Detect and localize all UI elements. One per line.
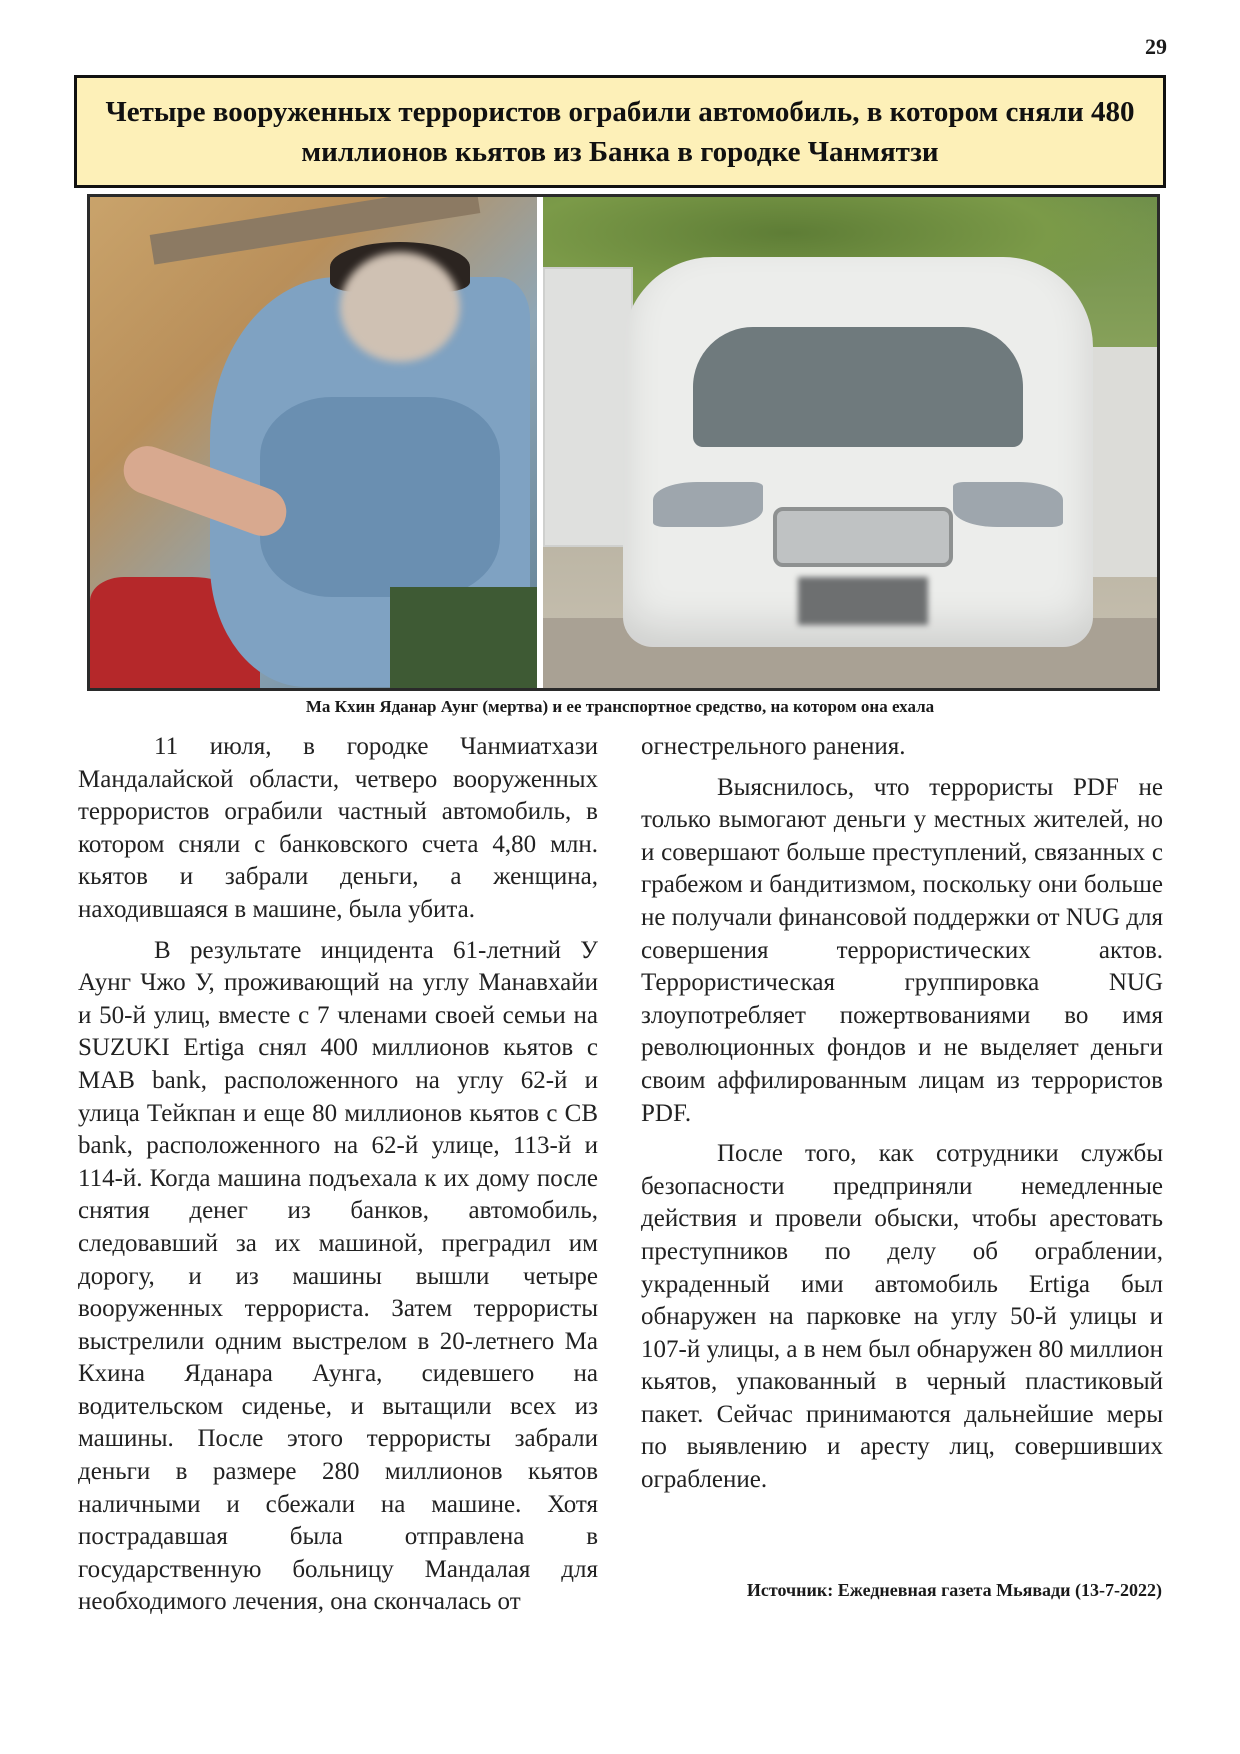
sheet-fold: [260, 397, 500, 597]
open-door-left: [543, 267, 633, 547]
blurred-license-plate: [798, 577, 928, 625]
car-body: [623, 257, 1093, 647]
photo-caption: Ма Кхин Яданар Аунг (мертва) и ее транспортное средство, на котором она ехала: [305, 697, 935, 716]
paragraph: 11 июля, в городке Чанмиатхази Мандалайской области, четверо вооруженных террористов ограбили частный автомобиль, в котором сняли с банковского счета 4,80 млн. кьятов и забрали деньги, а женщина, находившаяся в машине, была убита.: [78, 733, 598, 923]
paragraph: После того, как сотрудники службы безопасности предприняли немедленные действия и провели обыски, чтобы арестовать преступников по делу об ограблении, украденный ими автомобиль Ertiga был обнаружен на парковке на углу 50-й улицы и 107-й улицы, а в нем был обнаружен 80 миллион кьятов, упакованный в черный пластиковый пакет. Сейчас принимаются дальнейшие меры по выявлению и аресту лиц, совершивших ограбление.: [641, 1140, 1163, 1494]
grille: [773, 507, 953, 567]
windshield: [693, 327, 1023, 447]
article-column-right: [641, 731, 1163, 1505]
headline: Четыре вооруженных террористов ограбили автомобиль, в котором сняли 480 миллионов кьятов из Банка в городке Чанмятзи: [105, 95, 1135, 168]
paragraph-continuation: огнестрельного ранения.: [641, 733, 906, 760]
article-column-left: [78, 731, 598, 1627]
car-photo: [543, 197, 1157, 688]
blurred-face: [340, 252, 460, 362]
page-number: 29: [1145, 34, 1167, 59]
paragraph: Выяснилось, что террористы PDF не только вымогают деньги у местных жителей, но и совершают больше преступлений, связанных с грабежом и бандитизмом, поскольку они больше не получали финансовой поддержки от NUG для совершения террористических актов. Террористическая группировка NUG злоупотребляет пожертвованиями во имя революционных фондов и не выделяет деньги своим аффилированным лицам из террористов PDF.: [641, 773, 1163, 1127]
skirt: [390, 587, 537, 688]
headlight-right: [953, 482, 1063, 527]
photo-frame: [87, 194, 1160, 691]
source-credit: Источник: Ежедневная газета Мьявади (13-7-2022): [746, 1580, 1162, 1600]
headlight-left: [653, 482, 763, 527]
paragraph: В результате инцидента 61-летний У Аунг Чжо У, проживающий на углу Манавхайи и 50-й улиц, вместе с 7 членами своей семьи на SUZUKI Ertiga снял 400 миллионов кьятов с MAB bank, расположенного на углу 62-й и улица Тейкпан и еще 80 миллионов кьятов с CB bank, расположенного на 62-й улице, 113-й и 114-й. Когда машина подъехала к их дому после снятия денег из банков, автомобиль, следовавший за их машиной, преградил им дорогу, и из машины вышли четыре вооруженных террориста. Затем террористы выстрелили одним выстрелом в 20-летнего Ма Кхина Яданара Аунга, сидевшего на водительском сиденье, и вытащили всех из машины. После этого террористы забрали деньги в размере 280 миллионов кьятов наличными и сбежали на машине. Хотя пострадавшая была отправлена в государственную больницу Мандалая для необходимого лечения, она скончалась от: [78, 936, 598, 1616]
headline-box: [74, 75, 1166, 188]
victim-photo: [90, 197, 537, 688]
